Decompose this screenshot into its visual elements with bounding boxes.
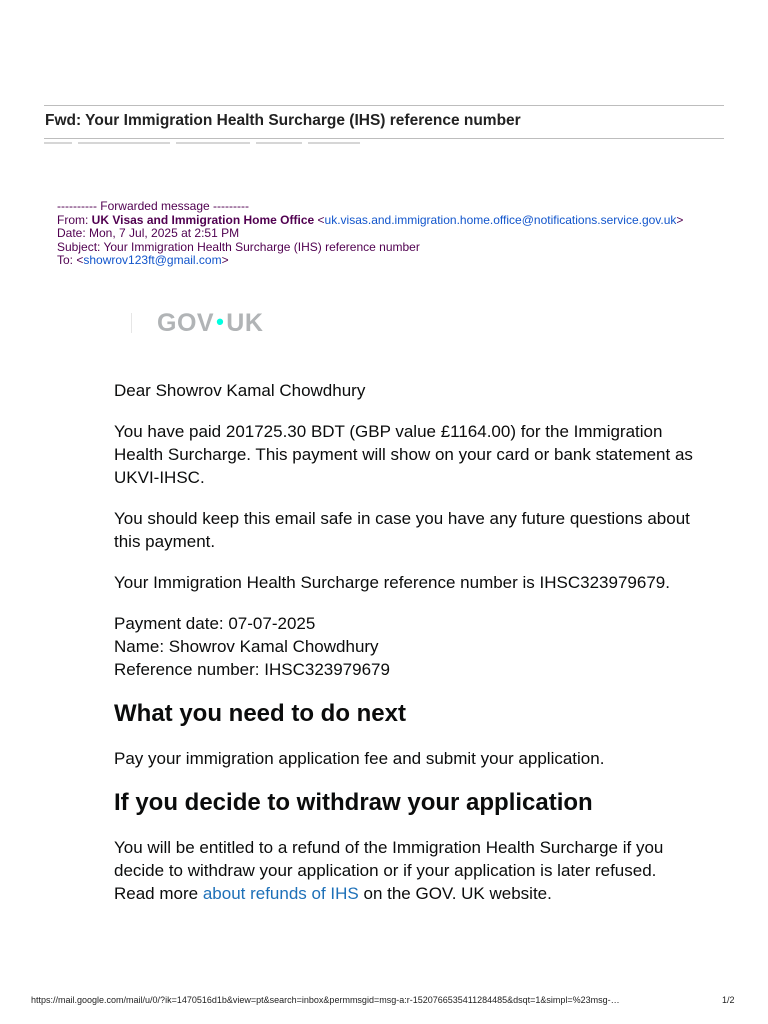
keep-safe-paragraph: You should keep this email safe in case you have any future questions about this payment. [114,509,690,551]
govuk-logo [157,309,263,338]
print-footer-url: https://mail.google.com/mail/u/0/?ik=1470516d1b&view=pt&search=inbox&permmsgid=msg-a:r-1520766535411284485&dsqt=1&simpl=%23msg-… [31,995,620,1005]
payer-name: Name: Showrov Kamal Chowdhury [114,637,379,656]
page-number: 1/2 [722,995,735,1005]
reference-paragraph: Your Immigration Health Surcharge reference number is IHSC323979679. [114,573,670,592]
email-body [114,379,694,923]
govuk-logo-dot-icon: • [216,309,225,334]
forwarded-date-line: Date: Mon, 7 Jul, 2025 at 2:51 PM [57,226,240,241]
email-subject-title: Fwd: Your Immigration Health Surcharge (IHS) reference number [45,112,521,129]
forwarded-subject-line: Subject: Your Immigration Health Surcharge (IHS) reference number [57,239,420,254]
to-label: To: [57,253,77,268]
recipient-email-link[interactable]: showrov123ft@gmail.com [83,253,222,268]
sender-name: UK Visas and Immigration Home Office [91,212,315,227]
refunds-link[interactable]: about refunds of IHS [202,884,359,903]
forwarded-to-line: To: <showrov123ft@gmail.com> [57,253,229,268]
forwarded-from-line: From: UK Visas and Immigration Home Office <uk.visas.and.immigration.home.office@notifications.service.gov.uk> [57,212,684,227]
reference-number: Reference number: IHSC323979679 [114,660,390,679]
payment-date: Payment date: 07-07-2025 [114,614,316,633]
payment-details [114,612,694,681]
govuk-logo-right: UK [226,309,264,337]
forwarded-separator: ---------- Forwarded message --------- [57,199,249,213]
payment-paragraph: You have paid 201725.30 BDT (GBP value £1164.00) for the Immigration Health Surcharge. This payment will show on your card or bank statement as UKVI-IHSC. [114,422,693,487]
govuk-logo-left: GOV [157,309,215,337]
from-label: From: [57,212,92,227]
withdraw-text: You will be entitled to a refund of the Immigration Health Surcharge if you decide to withdraw your application or if your application is later refused. Read more [114,838,664,903]
clipped-sender-line [44,142,374,148]
withdraw-text-end: on the GOV. UK website. [358,884,552,903]
subject-divider [44,138,724,139]
withdraw-paragraph [114,836,694,905]
top-divider [44,105,724,106]
next-steps-paragraph: Pay your immigration application fee and submit your application. [114,749,605,768]
withdraw-heading: If you decide to withdraw your application [114,789,593,816]
logo-border [131,313,132,333]
next-steps-heading: What you need to do next [114,700,406,727]
forwarded-message-header [57,200,683,268]
greeting: Dear Showrov Kamal Chowdhury [114,381,366,400]
sender-email-link[interactable]: uk.visas.and.immigration.home.office@notifications.service.gov.uk [324,212,677,227]
